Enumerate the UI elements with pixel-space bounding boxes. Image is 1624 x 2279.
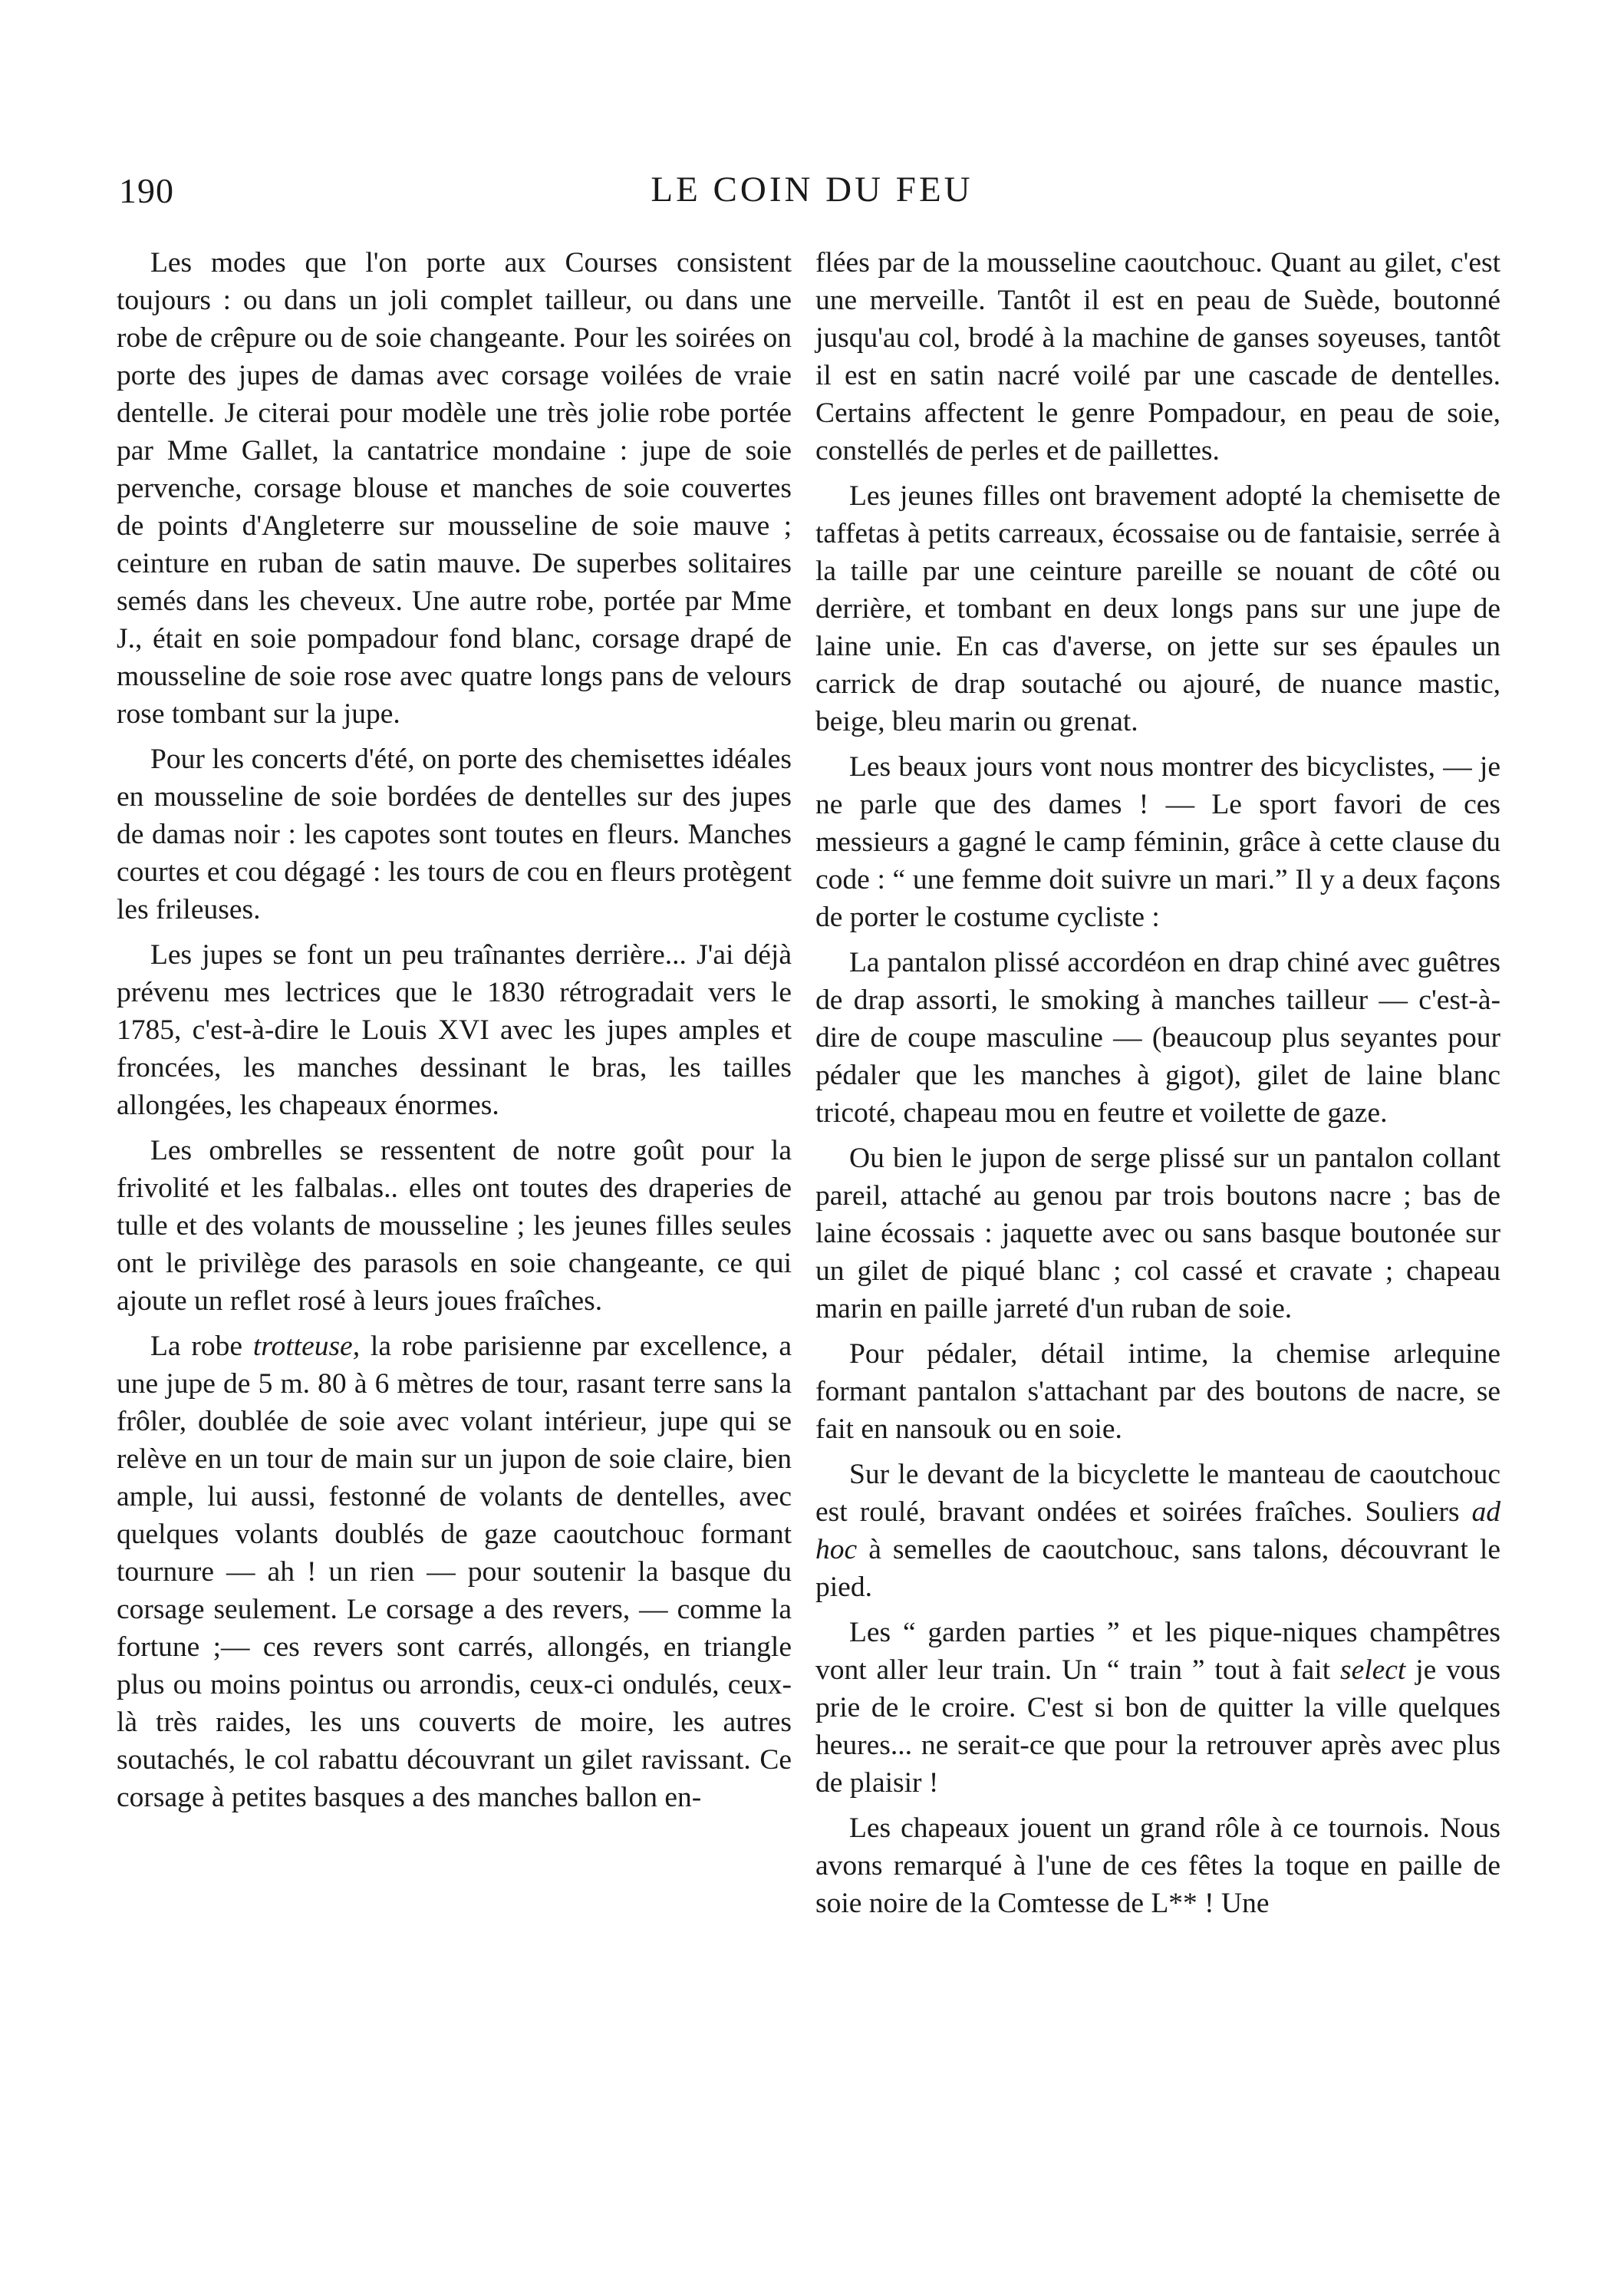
text-run: je vous prie de le croire. C'est si bon de quitter la ville quelques heures... ne serait-ce que pour la retrouver après avec plus de plaisir ! bbox=[815, 1654, 1500, 1799]
paragraph: Pour les concerts d'été, on porte des chemisettes idéales en mousseline de soie bordées de dentelles sur des jupes de damas noir : les capotes sont toutes en fleurs. Manches courtes et cou dégagé : les tours de cou en fleurs protègent les frileuses. bbox=[117, 744, 792, 925]
paragraph: Les beaux jours vont nous montrer des bicyclistes, — je ne parle que des dames ! — Le sport favori de ces messieurs a gagné le camp féminin, grâce à cette clause du code : “ une femme doit suivre un mari.” Il y a deux façons de porter le costume cycliste : bbox=[815, 751, 1500, 933]
italic-term: select bbox=[1339, 1654, 1406, 1686]
page-number: 190 bbox=[119, 171, 174, 210]
text-run: La robe bbox=[150, 1331, 253, 1362]
running-head: LE COIN DU FEU bbox=[651, 170, 973, 209]
paragraph: flées par de la mousseline caoutchouc. Quant au gilet, c'est une merveille. Tantôt il est en peau de Suède, boutonné jusqu'au col, brodé à la machine de ganses soyeuses, tantôt il est en satin nacré voilé par une cascade de dentelles. Certains affectent le genre Pompadour, en peau de soie, constellés de perles et de paillettes. bbox=[815, 247, 1500, 467]
paragraph: Pour pédaler, détail intime, la chemise arlequine formant pantalon s'attachant par des boutons de nacre, se fait en nansouk ou en soie. bbox=[815, 1338, 1500, 1445]
left-column bbox=[117, 244, 792, 1824]
paragraph: Ou bien le jupon de serge plissé sur un pantalon collant pareil, attaché au genou par trois boutons nacre ; bas de laine écossais : jaquette avec ou sans basque boutonée sur un gilet de piqué blanc ; col cassé et cravate ; chapeau marin en paille jarreté d'un ruban de soie. bbox=[815, 1143, 1500, 1324]
italic-term: ad hoc bbox=[815, 1496, 1500, 1565]
italic-term: trotteuse, bbox=[252, 1331, 361, 1362]
text-run: Les “ garden parties ” et les pique-niques champêtres vont aller leur train. Un “ train ” tout à fait bbox=[815, 1617, 1500, 1686]
paragraph: Les ombrelles se ressentent de notre goût pour la frivolité et les falbalas.. elles ont toutes des draperies de tulle et des volants de mousseline ; les jeunes filles seules ont le privilège des parasols en soie changeante, ce qui ajoute un reflet rosé à leurs joues fraîches. bbox=[117, 1135, 792, 1317]
paragraph: La pantalon plissé accordéon en drap chiné avec guêtres de drap assorti, le smoking à manches tailleur — c'est-à-dire de coupe masculine — (beaucoup plus seyantes pour pédaler que les manches à gigot), gilet de laine blanc tricoté, chapeau mou en feutre et voilette de gaze. bbox=[815, 947, 1500, 1129]
paragraph bbox=[815, 1456, 1500, 1606]
text-run: la robe parisienne par excellence, a une jupe de 5 m. 80 à 6 mètres de tour, rasant terre sans la frôler, doublée de soie avec volant intérieur, jupe qui se relève en un tour de main sur un jupon de soie claire, bien ample, lui aussi, festonné de volants de dentelles, avec quelques volants doublés de gaze caoutchouc formant tournure — ah ! un rien — pour soutenir la basque du corsage seulement. Le corsage a des revers, — comme la fortune ;— ces revers sont carrés, allongés, en triangle plus ou moins pointus ou arrondis, ceux-ci ondulés, ceux-là très raides, les uns couverts de moire, les autres soutachés, le col rabattu découvrant un gilet ravissant. Ce corsage à petites basques a des manches ballon en- bbox=[117, 1331, 792, 1813]
paragraph bbox=[815, 1614, 1500, 1802]
paragraph: Les jeunes filles ont bravement adopté la chemisette de taffetas à petits carreaux, écossaise ou de fantaisie, serrée à la taille par une ceinture pareille se nouant de côté ou derrière, et tombant en deux longs pans sur une jupe de laine unie. En cas d'averse, on jette sur ses épaules un carrick de drap soutaché ou ajouré, de nuance mastic, beige, bleu marin ou grenat. bbox=[815, 480, 1500, 737]
paragraph: Les modes que l'on porte aux Courses consistent toujours : ou dans un joli complet tailleur, ou dans une robe de crêpure ou de soie changeante. Pour les soirées on porte des jupes de damas avec corsage voilées de vraie dentelle. Je citerai pour modèle une très jolie robe portée par Mme Gallet, la cantatrice mondaine : jupe de soie pervenche, corsage blouse et manches de soie couvertes de points d'Angleterre sur mousseline de soie mauve ; ceinture en ruban de satin mauve. De superbes solitaires semés dans les cheveux. Une autre robe, portée par Mme J., était en soie pompadour fond blanc, corsage drapé de mousseline de soie rose avec quatre longs pans de velours rose tombant sur la jupe. bbox=[117, 247, 792, 730]
paragraph: Les chapeaux jouent un grand rôle à ce tournois. Nous avons remarqué à l'une de ces fêtes la toque en paille de soie noire de la Comtesse de L** ! Une bbox=[815, 1812, 1500, 1919]
right-column bbox=[815, 244, 1500, 1930]
paragraph: Les jupes se font un peu traînantes derrière... J'ai déjà prévenu mes lectrices que le 1830 rétrogradait vers le 1785, c'est-à-dire le Louis XVI avec les jupes amples et froncées, les manches dessinant le bras, les tailles allongées, les chapeaux énormes. bbox=[117, 939, 792, 1121]
text-run: à semelles de caoutchouc, sans talons, découvrant le pied. bbox=[815, 1534, 1500, 1603]
paragraph bbox=[117, 1327, 792, 1816]
text-run: Sur le devant de la bicyclette le manteau de caoutchouc est roulé, bravant ondées et soirées fraîches. Souliers bbox=[815, 1459, 1500, 1528]
